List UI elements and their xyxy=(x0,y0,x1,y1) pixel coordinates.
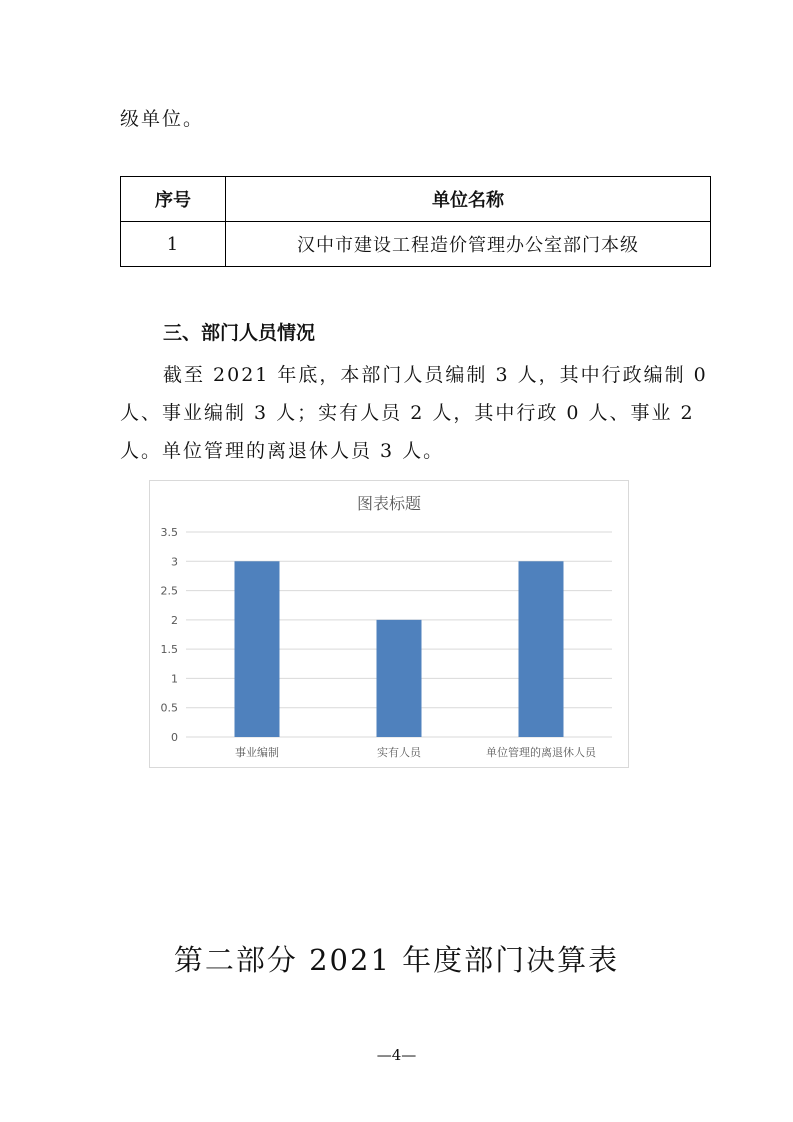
paragraph-line-2: 人、事业编制 3 人；实有人员 2 人，其中行政 0 人、事业 2 xyxy=(120,402,695,424)
x-tick-label: 实有人员 xyxy=(377,746,421,759)
x-tick-label: 事业编制 xyxy=(235,746,279,759)
paragraph-line-1: 截至 2021 年底，本部门人员编制 3 人，其中行政编制 0 xyxy=(163,364,708,386)
chart-title: 图表标题 xyxy=(356,494,422,513)
cell-unit-name: 汉中市建设工程造价管理办公室部门本级 xyxy=(226,222,711,267)
continuation-text: 级单位。 xyxy=(120,108,205,130)
y-tick-label: 2.5 xyxy=(160,584,178,598)
y-tick-label: 1 xyxy=(171,672,178,686)
page-number: —4— xyxy=(376,1046,417,1064)
section-heading: 三、部门人员情况 xyxy=(163,322,316,344)
y-tick-label: 3.5 xyxy=(160,526,178,539)
unit-table xyxy=(120,176,711,267)
header-serial: 序号 xyxy=(121,177,226,222)
staff-chart xyxy=(149,480,629,768)
y-tick-label: 0.5 xyxy=(160,701,178,715)
bar xyxy=(235,561,280,737)
table-header-row xyxy=(121,177,711,222)
bar xyxy=(519,561,564,737)
y-tick-label: 2 xyxy=(171,613,178,627)
chart-svg xyxy=(150,481,628,767)
bar xyxy=(377,620,422,737)
y-tick-label: 1.5 xyxy=(160,643,178,657)
y-tick-label: 3 xyxy=(171,555,178,569)
x-tick-label: 单位管理的离退休人员 xyxy=(486,746,596,759)
header-unit-name: 单位名称 xyxy=(226,177,711,222)
part-title: 第二部分 2021 年度部门决算表 xyxy=(173,943,620,977)
table-row xyxy=(121,222,711,267)
cell-serial: 1 xyxy=(121,222,226,267)
y-tick-label: 0 xyxy=(171,731,178,744)
paragraph-line-3: 人。单位管理的离退休人员 3 人。 xyxy=(120,440,445,462)
